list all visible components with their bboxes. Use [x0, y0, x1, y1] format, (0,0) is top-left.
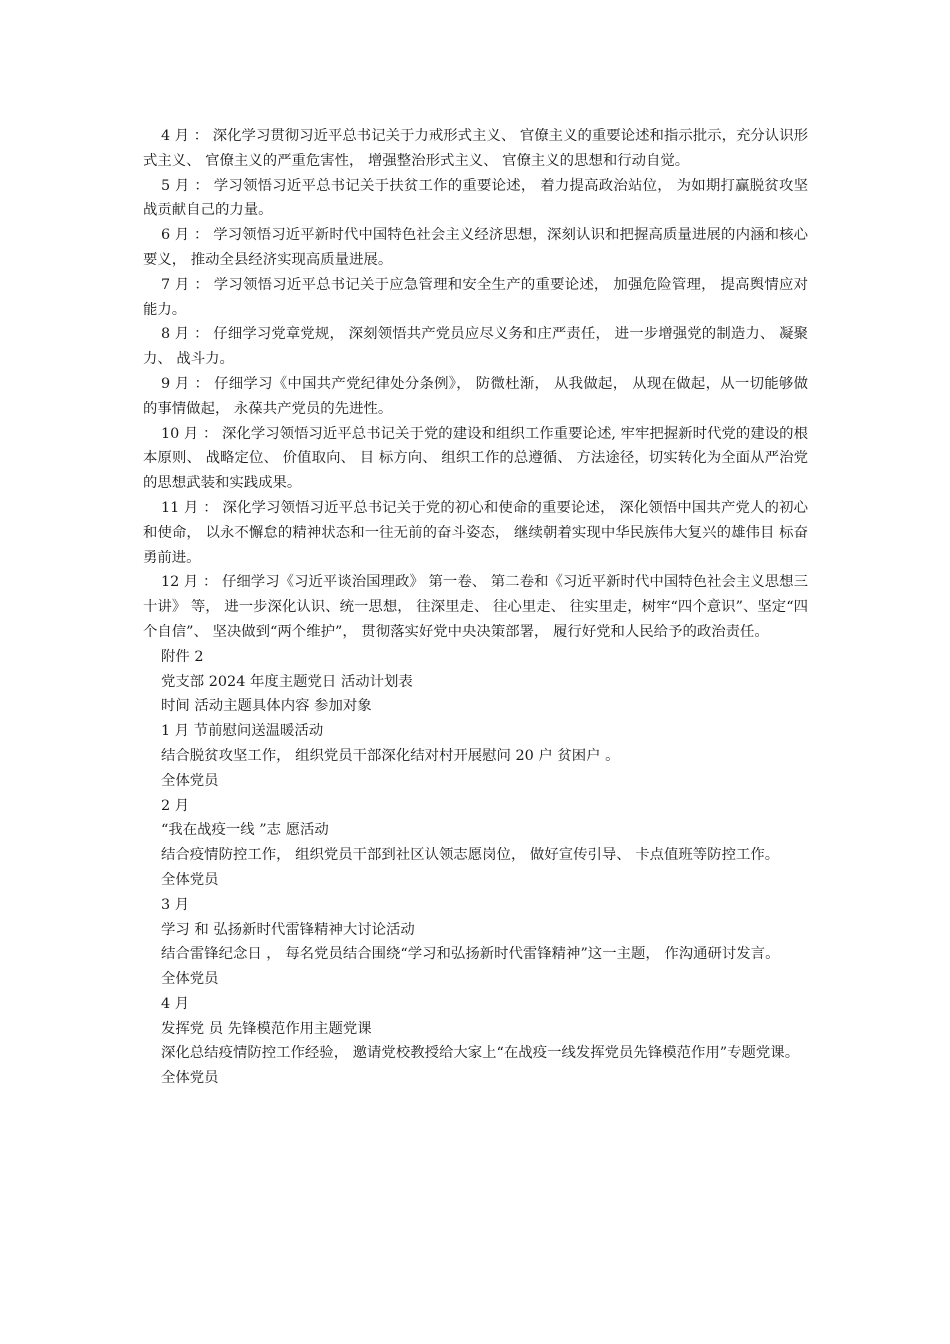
plan-table-title: 党支部 2024 年度主题党日 活动计划表 — [161, 673, 413, 690]
plan-row-content: 结合雷锋纪念日 ， 每名党员结合围绕“学习和弘扬新时代雷锋精神”这一主题， 作沟通研讨发言。 — [161, 946, 780, 963]
plan-row-participants: 全体党员 — [161, 871, 219, 888]
plan-row-content: 结合疫情防控工作， 组织党员干部到社区认领志愿岗位， 做好宣传引导、 卡点值班等防控工作。 — [161, 847, 780, 864]
paragraph-july-study: 7 月 ： 学习领悟习近平总书记关于应急管理和安全生产的重要论述， 加强危险管理， 提高舆情应对能力。 — [143, 276, 808, 318]
paragraph-august-study: 8 月 ： 仔细学习党章党规， 深刻领悟共产党员应尽义务和庄严责任， 进一步增强党的制造力、 凝聚力、 战斗力。 — [143, 326, 808, 368]
paragraph-november-study: 11 月 ： 深化学习领悟习近平总书记关于党的初心和使命的重要论述， 深化领悟中国共产党人的初心和使命， 以永不懈怠的精神状态和一往无前的奋斗姿态， 继续朝着实现中华民族伟大复兴的雄伟目 标奋勇前进。 — [143, 499, 808, 566]
plan-row-month: 2 月 — [161, 797, 190, 814]
plan-row-theme: 学习 和 弘扬新时代雷锋精神大讨论活动 — [161, 921, 415, 938]
paragraph-october-study: 10 月 ： 深化学习领悟习近平总书记关于党的建设和组织工作重要论述, 牢牢把握新时代党的建设的根本原则、 战略定位、 价值取向、 目 标方向、 组织工作的总遵循、 方法途径，切实转化为全面从严治党的思想武装和实践成果。 — [143, 425, 808, 492]
plan-row-month: 3 月 — [161, 896, 190, 913]
plan-row-month: 1 月 节前慰问送温暖活动 — [161, 723, 324, 740]
plan-row-month: 4 月 — [161, 995, 190, 1012]
plan-row-participants: 全体党员 — [161, 1070, 219, 1087]
plan-row-content: 深化总结疫情防控工作经验， 邀请党校教授给大家上“在战疫一线发挥党员先锋模范作用”专题党课。 — [161, 1045, 800, 1062]
plan-table-header: 时间 活动主题具体内容 参加对象 — [161, 698, 372, 715]
plan-row-participants: 全体党员 — [161, 971, 219, 988]
plan-row-participants: 全体党员 — [161, 772, 219, 789]
plan-row-theme: “我在战疫一线 ”志 愿活动 — [161, 822, 329, 839]
paragraph-december-study: 12 月 ： 仔细学习《习近平谈治国理政》 第一卷、 第二卷和《习近平新时代中国特色社会主义思想三十讲》 等， 进一步深化认识、统一思想， 往深里走、 往心里走、 往实里走，树牢“四个意识”、坚定“四个自信”、 坚决做到“两个维护”， 贯彻落实好党中央决策部署， 履行好党和人民给予的政治责任。 — [143, 574, 808, 640]
plan-row-theme: 发挥党 员 先锋模范作用主题党课 — [161, 1020, 372, 1037]
document-page — [143, 124, 808, 1091]
paragraph-may-study: 5 月 ： 学习领悟习近平总书记关于扶贫工作的重要论述， 着力提高政治站位， 为如期打赢脱贫攻坚战贡献自己的力量。 — [143, 177, 808, 219]
paragraph-april-study: 4 月 ： 深化学习贯彻习近平总书记关于力戒形式主义、 官僚主义的重要论述和指示批示，充分认识形式主义、 官僚主义的严重危害性， 增强整治形式主义、 官僚主义的思想和行动自觉。 — [143, 128, 808, 169]
plan-row-content: 结合脱贫攻坚工作， 组织党员干部深化结对村开展慰问 20 户 贫困户 。 — [161, 747, 620, 764]
paragraph-september-study: 9 月 ： 仔细学习《中国共产党纪律处分条例》， 防微杜渐， 从我做起， 从现在做起，从一切能够做的事情做起， 永葆共产党员的先进性。 — [143, 375, 808, 417]
paragraph-june-study: 6 月 ： 学习领悟习近平新时代中国特色社会主义经济思想，深刻认识和把握高质量进展的内涵和核心要义， 推动全县经济实现高质量进展。 — [143, 227, 808, 268]
attachment-label: 附件 2 — [161, 648, 204, 665]
